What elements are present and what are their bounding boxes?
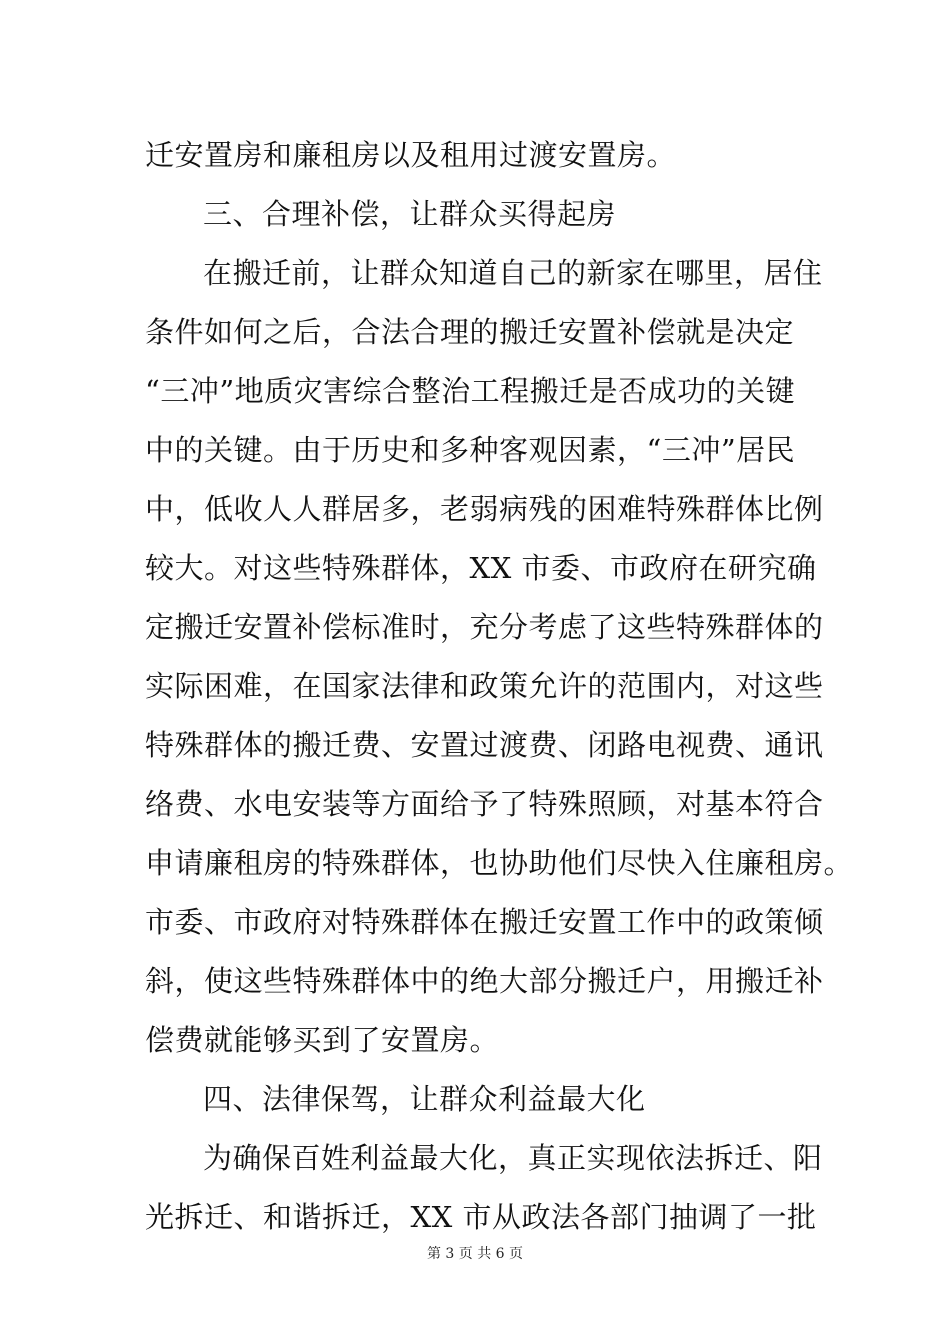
text-line-6: 中的关键。由于历史和多种客观因素，“三冲”居民 bbox=[145, 433, 796, 467]
text-line-14: 市委、市政府对特殊群体在搬迁安置工作中的政策倾 bbox=[145, 905, 824, 939]
text-line-18: 为确保百姓利益最大化，真正实现依法拆迁、阳 bbox=[203, 1141, 823, 1175]
body-text bbox=[145, 126, 854, 1247]
text-line-8: 较大。对这些特殊群体，XX 市委、市政府在研究确 bbox=[145, 551, 817, 585]
text-line-12: 络费、水电安装等方面给予了特殊照顾，对基本符合 bbox=[145, 787, 824, 821]
text-line-16: 偿费就能够买到了安置房。 bbox=[145, 1023, 500, 1057]
section-heading-3: 三、合理补偿，让群众买得起房 bbox=[203, 197, 617, 231]
text-line-1: 迁安置房和廉租房以及租用过渡安置房。 bbox=[145, 138, 677, 172]
page-number: 第 3 页 共 6 页 bbox=[426, 1246, 524, 1262]
text-line-7: 中，低收人人群居多，老弱病残的困难特殊群体比例 bbox=[145, 492, 824, 526]
section-heading-4: 四、法律保驾，让群众利益最大化 bbox=[203, 1082, 646, 1116]
page-footer bbox=[0, 1243, 950, 1263]
text-line-4: 条件如何之后，合法合理的搬迁安置补偿就是决定 bbox=[145, 315, 795, 349]
text-line-3: 在搬迁前，让群众知道自己的新家在哪里，居住 bbox=[203, 256, 823, 290]
text-line-19: 光拆迁、和谐拆迁，XX 市从政法各部门抽调了一批 bbox=[145, 1200, 817, 1234]
text-line-9: 定搬迁安置补偿标准时，充分考虑了这些特殊群体的 bbox=[145, 610, 824, 644]
text-line-10: 实际困难，在国家法律和政策允许的范围内，对这些 bbox=[145, 669, 824, 703]
text-line-13: 申请廉租房的特殊群体，也协助他们尽快入住廉租房。 bbox=[145, 846, 854, 880]
text-line-5: “三冲”地质灾害综合整治工程搬迁是否成功的关键 bbox=[145, 374, 796, 408]
text-line-11: 特殊群体的搬迁费、安置过渡费、闭路电视费、通讯 bbox=[145, 728, 824, 762]
text-line-15: 斜，使这些特殊群体中的绝大部分搬迁户，用搬迁补 bbox=[145, 964, 824, 998]
